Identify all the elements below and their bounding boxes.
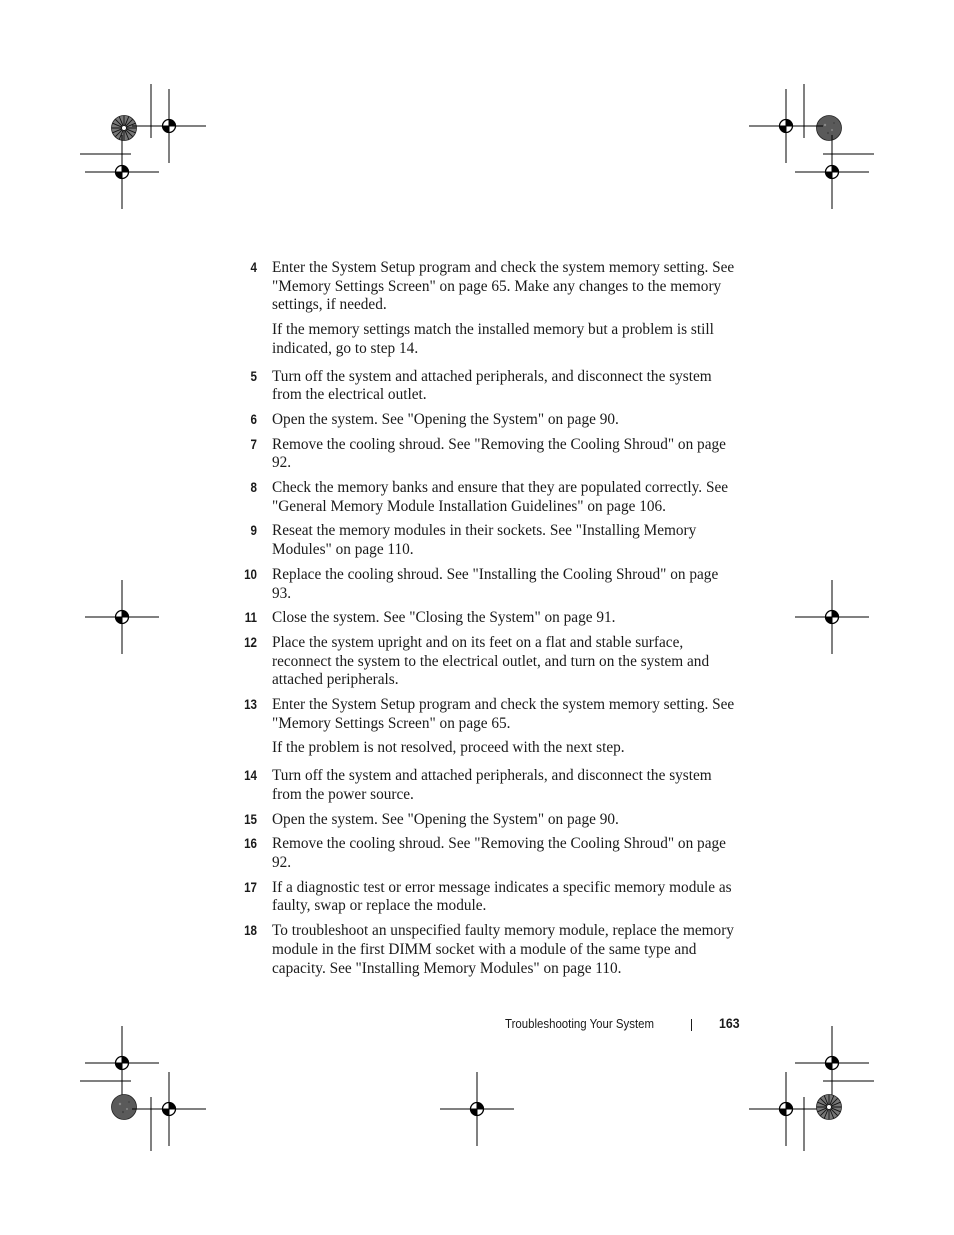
step-item [240, 835, 740, 872]
step-item [240, 696, 740, 758]
step-note: If the problem is not resolved, proceed with the next step. [272, 739, 625, 757]
troubleshooting-steps [240, 259, 740, 984]
step-item [240, 368, 740, 405]
step-text: Reseat the memory modules in their sockets. See "Installing Memory Modules" on page 110. [272, 522, 697, 559]
step-number: 16 [244, 836, 257, 852]
step-text: Turn off the system and attached peripherals, and disconnect the system from the power source. [272, 767, 712, 803]
step-number: 11 [244, 610, 257, 626]
step-number: 8 [250, 480, 257, 496]
footer-divider [691, 1019, 692, 1031]
step-text: Open the system. See "Opening the System" on page 90. [272, 810, 619, 828]
step-text: Turn off the system and attached peripherals, and disconnect the system from the electrical outlet. [272, 367, 712, 404]
crosshair-icon [749, 89, 823, 163]
crosshair-icon [795, 580, 869, 654]
step-number: 15 [244, 811, 257, 827]
step-number: 14 [244, 768, 257, 784]
step-number: 4 [250, 260, 257, 275]
step-item [240, 634, 740, 690]
step-item [240, 922, 740, 978]
step-number: 17 [244, 879, 257, 895]
crosshair-icon [85, 135, 159, 209]
step-number: 10 [244, 566, 257, 582]
crosshair-icon [440, 1072, 514, 1146]
crosshair-icon [795, 1026, 869, 1100]
step-text: Replace the cooling shroud. See "Installing the Cooling Shroud" on page 93. [272, 565, 719, 602]
step-item [240, 522, 740, 559]
step-item [240, 566, 740, 603]
step-text: Enter the System Setup program and check the system memory setting. See "Memory Settings Screen" on page 65. Make any changes to the memory settings, if needed. [272, 259, 735, 314]
footer-section-title: Troubleshooting Your System [505, 1016, 655, 1031]
registration-disc-icon [817, 116, 842, 141]
crosshair-icon [132, 1072, 206, 1146]
step-item [240, 811, 740, 830]
step-text: Open the system. See "Opening the System" on page 90. [272, 410, 619, 428]
step-number: 12 [244, 634, 257, 650]
step-number: 6 [250, 411, 257, 427]
registration-wheel-icon [817, 1095, 842, 1120]
step-item [240, 767, 740, 804]
step-number: 9 [250, 523, 257, 539]
step-number: 13 [244, 697, 257, 713]
step-item [240, 259, 740, 359]
step-text: Close the system. See "Closing the System" on page 91. [272, 609, 616, 627]
page-number: 163 [719, 1015, 740, 1031]
step-text: Check the memory banks and ensure that they are populated correctly. See "General Memory Module Installation Guidelines" on page 106. [272, 479, 729, 515]
step-item [240, 411, 740, 430]
registration-disc-icon [112, 1095, 137, 1120]
step-text: Remove the cooling shroud. See "Removing the Cooling Shroud" on page 92. [272, 435, 726, 472]
registration-wheel-icon [112, 116, 137, 141]
step-text: Enter the System Setup program and check the system memory setting. See "Memory Settings Screen" on page 65. [272, 696, 735, 732]
step-number: 18 [244, 923, 257, 939]
step-text: To troubleshoot an unspecified faulty memory module, replace the memory module in the first DIMM socket with a module of the same type and capacity. See "Installing Memory Modules" on page 110. [272, 922, 734, 977]
step-item [240, 879, 740, 916]
crosshair-icon [795, 135, 869, 209]
step-item [240, 479, 740, 516]
step-number: 7 [250, 436, 257, 452]
step-item [240, 436, 740, 473]
crosshair-icon [85, 580, 159, 654]
step-number: 5 [250, 368, 257, 384]
crosshair-icon [85, 1026, 159, 1100]
crosshair-icon [132, 89, 206, 163]
crosshair-icon [749, 1072, 823, 1146]
step-text: Remove the cooling shroud. See "Removing the Cooling Shroud" on page 92. [272, 835, 726, 871]
step-text: Place the system upright and on its feet on a flat and stable surface, reconnect the system to the electrical outlet, and turn on the system and attached peripherals. [272, 633, 710, 689]
step-note: If the memory settings match the installed memory but a problem is still indicated, go to step 14. [272, 321, 714, 357]
step-text: If a diagnostic test or error message indicates a specific memory module as faulty, swap or replace the module. [272, 878, 732, 915]
step-item [240, 609, 740, 628]
